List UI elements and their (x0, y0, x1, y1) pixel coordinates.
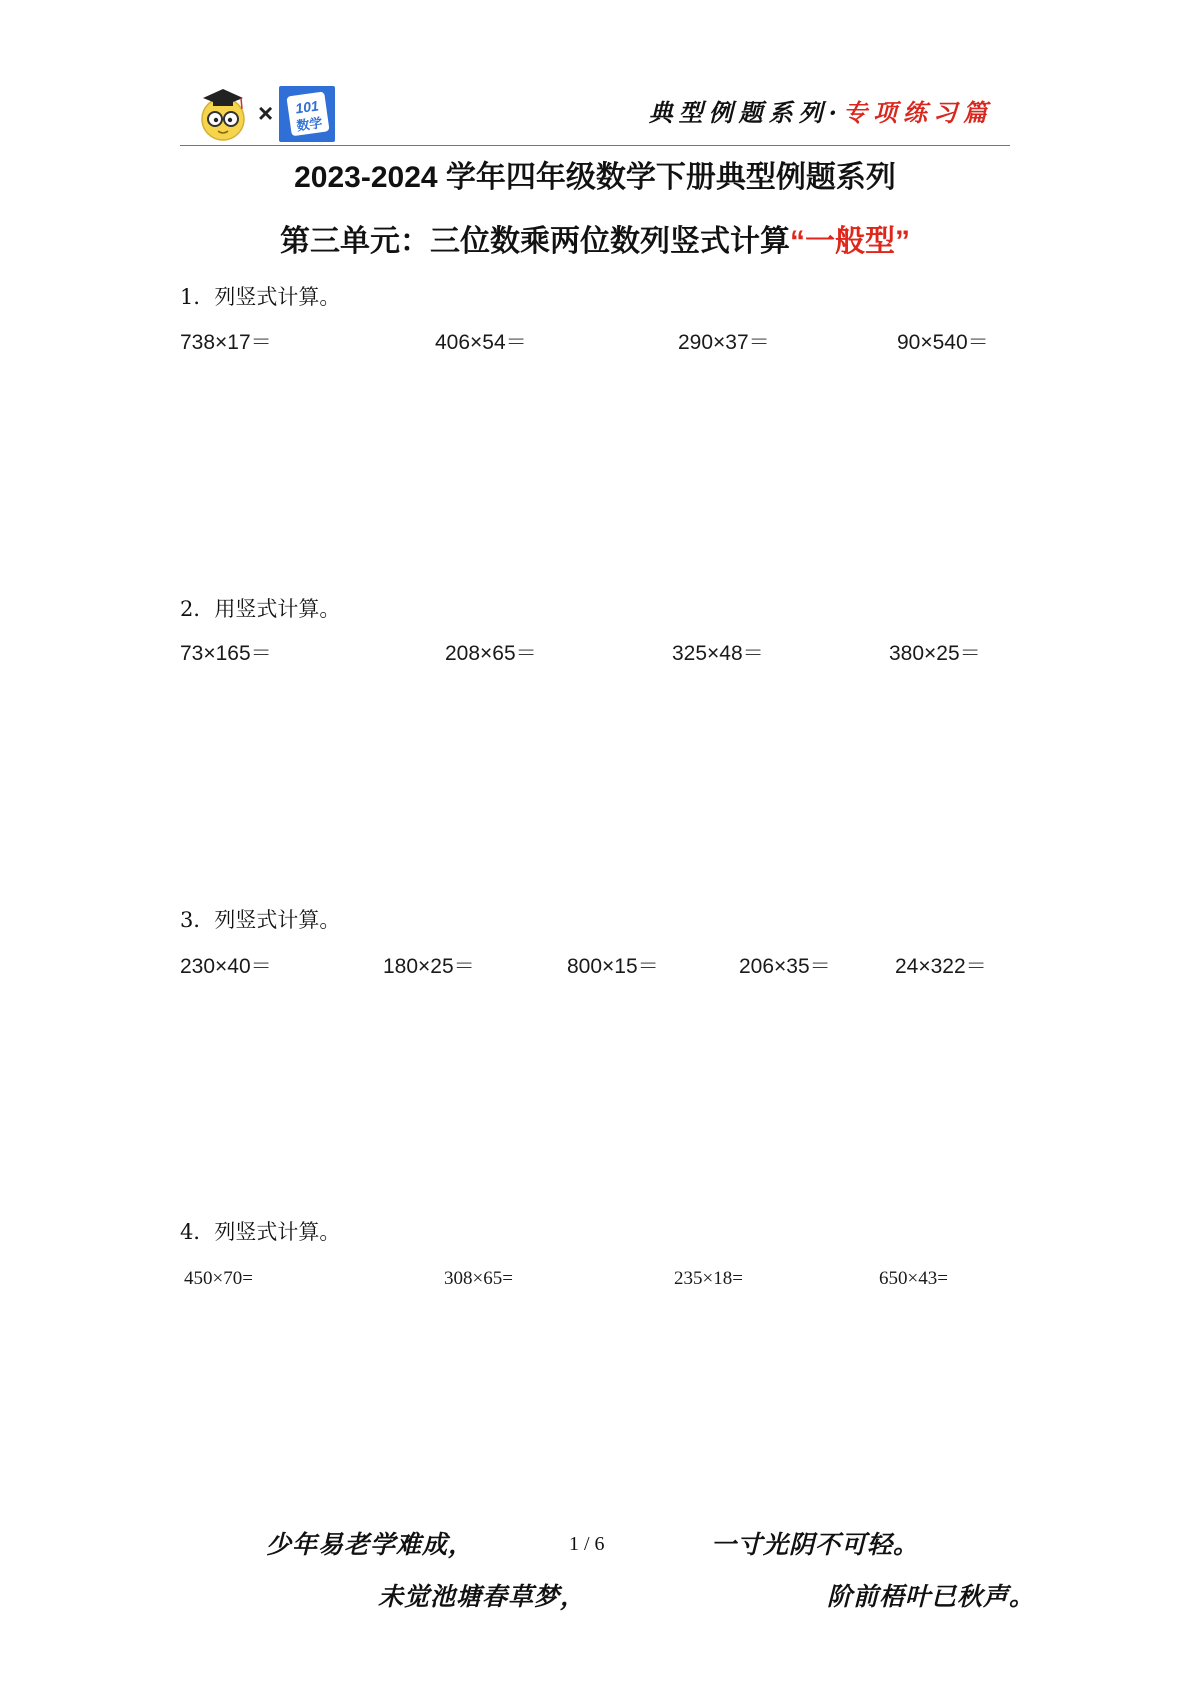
footer-poem-line2-right: 阶前梧叶已秋声。 (827, 1582, 1036, 1611)
question-3-expression-2: 180×25＝ (383, 955, 475, 978)
question-4-expression-3: 235×18= (674, 1268, 743, 1289)
question-1-expression-1: 738×17＝ (180, 331, 272, 354)
footer-poem-line1-right: 一寸光阴不可轻。 (711, 1530, 920, 1559)
question-3-expression-5: 24×322＝ (895, 955, 987, 978)
unit-title-text: 第三单元：三位数乘两位数列竖式计算 (280, 225, 790, 258)
question-4-expression-1: 450×70= (184, 1268, 253, 1289)
question-3-expression-1: 230×40＝ (180, 955, 272, 978)
question-3-expression-4: 206×35＝ (739, 955, 831, 978)
header-series (649, 98, 993, 128)
unit-title (0, 224, 1190, 260)
logo-cross: × (258, 98, 274, 128)
question-3-label: 3．列竖式计算。 (180, 908, 341, 932)
question-2-expression-3: 325×48＝ (672, 642, 764, 665)
footer-poem-line2-left: 未觉池塘春草梦， (378, 1582, 587, 1611)
header-divider (180, 145, 1010, 146)
question-1-expression-4: 90×540＝ (897, 331, 989, 354)
brand-logo (279, 86, 335, 142)
worksheet-title: 2023-2024 学年四年级数学下册典型例题系列 (294, 161, 896, 194)
question-2-expression-2: 208×65＝ (445, 642, 537, 665)
footer-poem-line1-left: 少年易老学难成， (266, 1530, 475, 1559)
question-4-label: 4．列竖式计算。 (180, 1220, 341, 1244)
brand-logo-word: 数学 (295, 115, 324, 134)
question-1-expression-2: 406×54＝ (435, 331, 527, 354)
question-1-label: 1．列竖式计算。 (180, 285, 341, 309)
question-2-expression-4: 380×25＝ (889, 642, 981, 665)
header-series-highlight: 专项练习篇 (843, 98, 993, 127)
question-1-expression-3: 290×37＝ (678, 331, 770, 354)
brand-logo-number: 101 (294, 97, 320, 117)
question-2-expression-1: 73×165＝ (180, 642, 272, 665)
page-number: 1 / 6 (569, 1533, 605, 1555)
question-4-expression-4: 650×43= (879, 1268, 948, 1289)
unit-title-highlight: “一般型” (790, 225, 910, 258)
header-series-label: 典型例题系列· (648, 98, 843, 127)
owl-logo (195, 84, 251, 142)
question-2-label: 2．用竖式计算。 (180, 597, 341, 621)
question-4-expression-2: 308×65= (444, 1268, 513, 1289)
question-3-expression-3: 800×15＝ (567, 955, 659, 978)
